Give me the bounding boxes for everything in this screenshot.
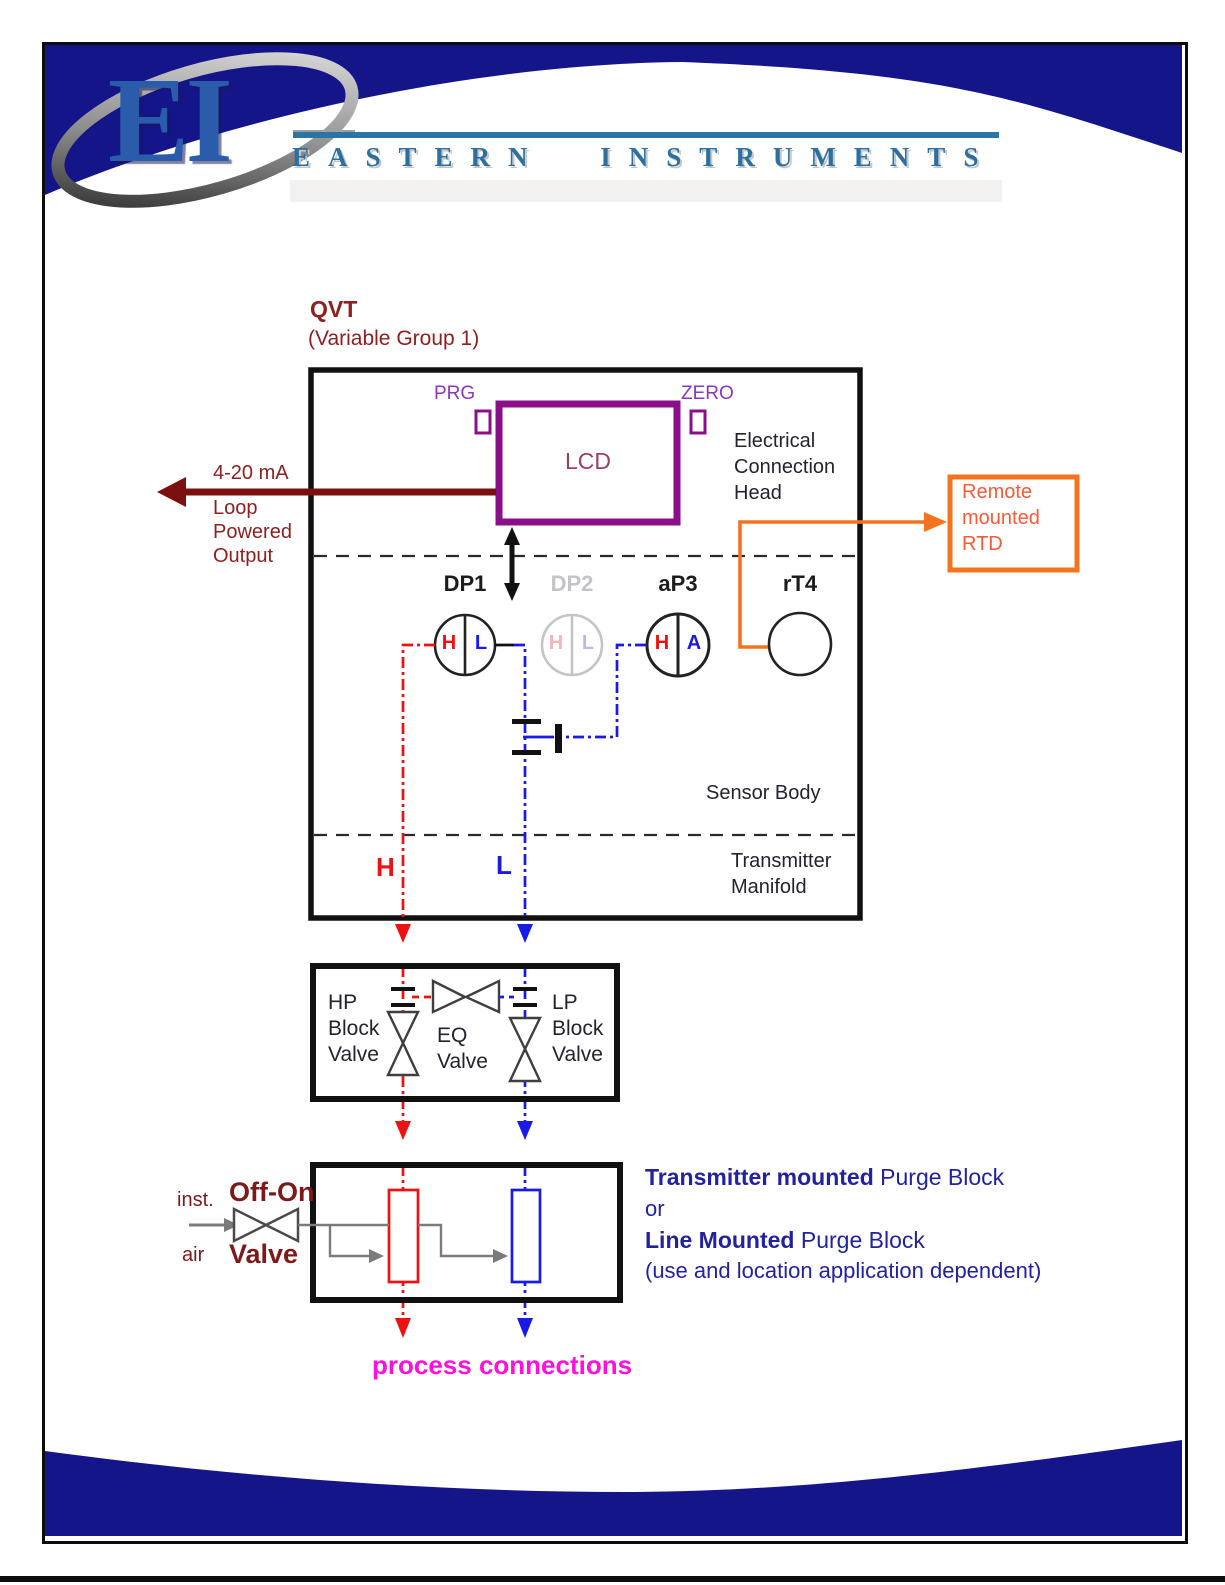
loop-output-arrowhead [157,477,186,507]
inst-label: inst. [177,1189,214,1211]
offon-valve-icon-right [266,1209,298,1241]
seat-bar-vertical [555,724,562,753]
purge-caption-line3-rest: Purge Block [794,1227,925,1253]
dp2-label: DP2 [550,571,594,596]
lp-valve-icon [510,1018,540,1049]
eq-valve-line1: EQ [437,1024,468,1047]
rt4-sensor-icon [769,613,831,675]
hp-valve-line3: Valve [328,1043,379,1066]
eq-valve-icon [433,981,465,1012]
offon-valve-icon [234,1209,266,1241]
hp-valve-icon-bottom [388,1043,418,1075]
lp-tick-bottom [513,1003,537,1007]
loop-output-line4: Output [213,545,274,567]
low-arrow-3 [517,1318,533,1338]
air-branch-2-arrowhead [493,1249,508,1263]
rtd-connection-line [740,522,926,647]
air-label: air [182,1244,205,1266]
electrical-head-line3: Head [734,482,782,504]
purge-rotameter-high [389,1190,418,1282]
air-branch-2 [418,1225,494,1256]
hp-valve-line1: HP [328,991,358,1014]
purge-caption-line3 [645,1227,925,1254]
lp-valve-line1: LP [552,991,578,1014]
purge-rotameter-low [512,1190,540,1282]
ap3-label: aP3 [658,571,698,596]
diagram-subtitle: (Variable Group 1) [308,327,480,350]
lp-valve-icon-bottom [510,1049,540,1081]
rtd-line3: RTD [962,533,1003,555]
zero-button[interactable] [691,411,705,433]
dp1-h-port: H [441,632,457,654]
zero-label: ZERO [681,383,734,404]
prg-label: PRG [434,383,476,404]
offon-valve-line1: Off-On [229,1177,315,1207]
lcd-arrow-down [504,583,520,601]
dp1-l-port: L [474,632,488,654]
high-arrow-1 [395,924,411,943]
purge-block-box [313,1165,620,1300]
loop-output-line3: Powered [213,521,292,543]
lcd-arrow-up [504,527,520,545]
rtd-line2: mounted [962,507,1040,529]
air-branch-1-arrowhead [369,1249,384,1263]
low-line-sensor [514,645,525,920]
electrical-head-line2: Connection [734,456,836,478]
hp-tick-bottom [391,1003,415,1007]
low-label: L [496,850,512,880]
high-label: H [376,852,395,882]
eq-valve-icon-right [466,981,499,1012]
dp1-label: DP1 [443,571,487,596]
lcd-label: LCD [564,448,612,474]
purge-caption-line2: or [645,1196,665,1221]
rtd-line1: Remote [962,481,1033,503]
page-footer-rule [0,1576,1225,1582]
rtd-arrowhead [924,512,947,532]
lp-valve-line2: Block [552,1017,604,1040]
purge-caption-line3-bold: Line Mounted [645,1227,795,1253]
prg-button[interactable] [476,411,490,433]
purge-caption-line4: (use and location application dependent) [645,1258,1042,1283]
logo-ei: EI [108,53,229,188]
process-connections-label: process connections [372,1350,633,1380]
purge-caption-line1-rest: Purge Block [873,1164,1005,1190]
diagram-title: QVT [310,296,358,322]
hp-valve-icon [388,1012,418,1043]
low-arrow-2 [517,1121,533,1140]
loop-output-line2: Loop [213,497,258,519]
eq-valve-line2: Valve [437,1050,488,1073]
dp2-l-port: L [581,632,595,654]
lp-valve-line3: Valve [552,1043,603,1066]
ap3-h-port: H [654,632,670,654]
high-line-sensor [403,645,435,920]
hp-valve-line2: Block [328,1017,380,1040]
transmitter-manifold-line1: Transmitter [731,850,832,872]
electrical-head-line1: Electrical [734,430,816,452]
high-arrow-3 [395,1318,411,1338]
sensor-body-label: Sensor Body [706,782,821,804]
transmitter-manifold-line2: Manifold [731,876,807,898]
brand-name: EASTERN INSTRUMENTS [292,142,997,172]
hp-tick-top [391,987,415,991]
ap3-a-port: A [686,632,702,654]
seat-bar-top [512,719,541,724]
rt4-label: rT4 [782,571,818,596]
lp-tick-top [513,987,537,991]
offon-valve-line2: Valve [229,1239,299,1269]
loop-output-line1: 4-20 mA [213,462,289,484]
purge-caption-line1-bold: Transmitter mounted [645,1164,874,1190]
low-arrow-1 [517,924,533,943]
seat-bar-bottom [512,750,541,755]
dp2-h-port: H [548,632,564,654]
air-branch-1 [330,1225,370,1256]
high-arrow-2 [395,1121,411,1140]
purge-caption-line1 [645,1164,1004,1191]
